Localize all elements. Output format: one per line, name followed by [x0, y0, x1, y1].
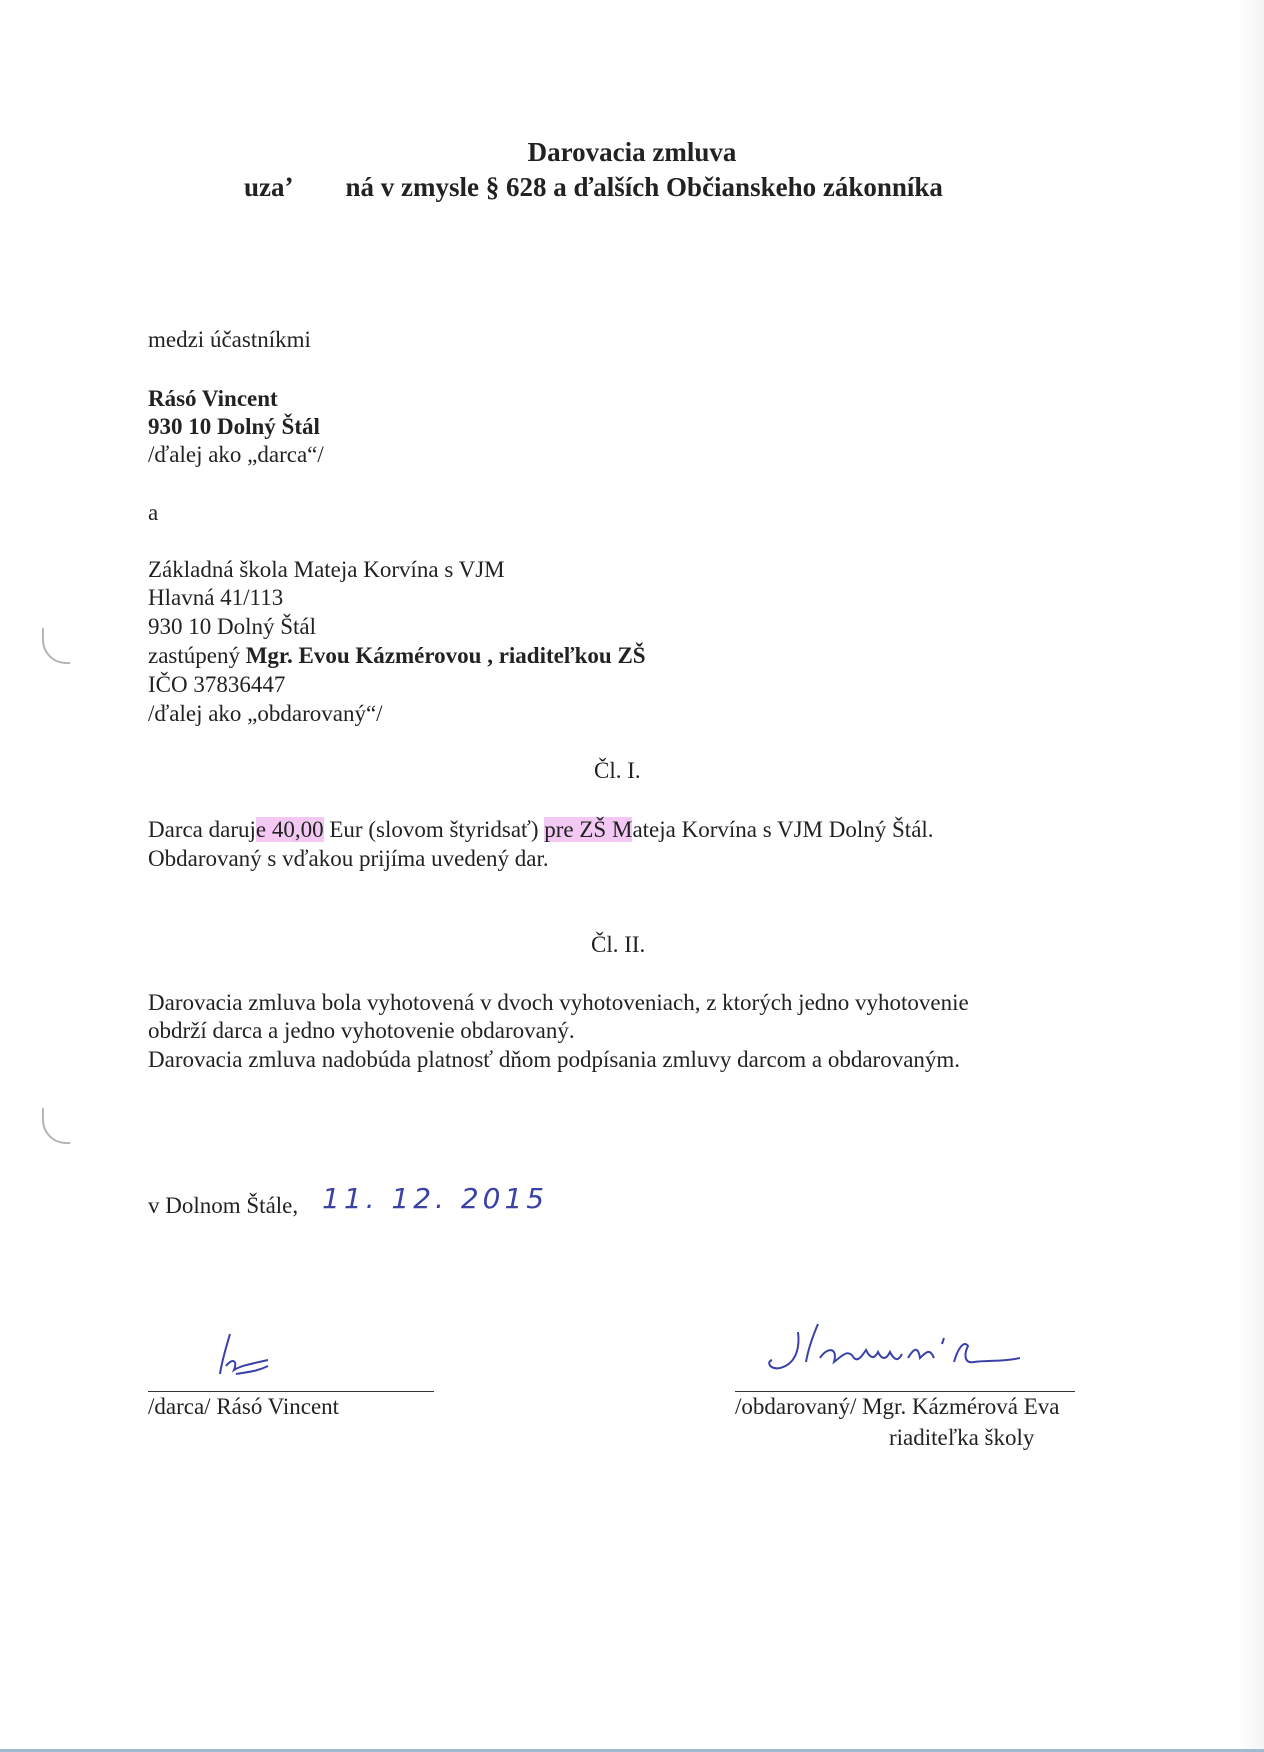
donor-signature-label: /darca/ Rásó Vincent: [148, 1394, 340, 1419]
article-2-line-1: Darovacia zmluva bola vyhotovená v dvoch vyhotoveniach, z ktorých jedno vyhotovenie: [148, 990, 969, 1015]
recipient-street: Hlavná 41/113: [148, 585, 284, 610]
recipient-signature-label: /obdarovaný/ Mgr. Kázmérová Eva: [735, 1394, 1060, 1419]
document-title: Darovacia zmluva: [527, 137, 737, 167]
recipient-representative: [148, 643, 646, 669]
highlighted-recipient: pre ZŠ M: [544, 817, 633, 842]
subtitle-part-1: uzaʼ: [244, 172, 294, 202]
subtitle-part-2: ná v zmysle § 628 a ďalších Občianskeho zákonníka: [345, 172, 943, 202]
recipient-name: Základná škola Mateja Korvína s VJM: [148, 557, 505, 582]
donor-signature-line: [148, 1391, 434, 1392]
donor-address: 930 10 Dolný Štál: [148, 414, 320, 439]
recipient-signature-title: riaditeľka školy: [889, 1425, 1035, 1450]
highlighted-amount: e 40,00: [255, 817, 324, 842]
article-1-text-a: Darca daruj: [148, 817, 256, 842]
article-1-text-e: ateja Korvína s VJM Dolný Štál.: [632, 817, 934, 842]
handwritten-date: 11. 12. 2015: [322, 1182, 549, 1215]
recipient-signature-line: [735, 1391, 1075, 1392]
place-text: v Dolnom Štále,: [148, 1193, 299, 1218]
recipient-signature: [758, 1318, 1028, 1388]
intro-text: medzi účastníkmi: [148, 327, 311, 352]
punch-hole-bottom: [42, 1108, 70, 1144]
punch-hole-top: [42, 628, 70, 664]
conjunction: a: [148, 500, 159, 525]
representative-prefix: zastúpený: [148, 643, 246, 668]
donor-signature: [216, 1330, 286, 1380]
recipient-city: 930 10 Dolný Štál: [148, 614, 317, 639]
recipient-ico: IČO 37836447: [148, 672, 286, 697]
document-subtitle: [244, 172, 943, 203]
representative-name: Mgr. Evou Kázmérovou , riaditeľkou ZŠ: [245, 643, 646, 668]
donor-name: Rásó Vincent: [148, 386, 278, 411]
donor-role: /ďalej ako „darca“/: [148, 442, 324, 467]
article-1-line-2: Obdarovaný s vďakou prijíma uvedený dar.: [148, 846, 549, 871]
article-2-line-3: Darovacia zmluva nadobúda platnosť dňom podpísania zmluvy darcom a obdarovaným.: [148, 1047, 961, 1072]
article-1-text-c: Eur (slovom štyridsať): [323, 817, 545, 842]
article-1-line-1: [148, 817, 934, 843]
article-2-line-2: obdrží darca a jedno vyhotovenie obdarovaný.: [148, 1018, 575, 1043]
article-1-heading: Čl. I.: [594, 758, 641, 783]
page-edge: [1238, 0, 1264, 1752]
recipient-role: /ďalej ako „obdarovaný“/: [148, 701, 383, 726]
article-2-heading: Čl. II.: [591, 932, 646, 957]
